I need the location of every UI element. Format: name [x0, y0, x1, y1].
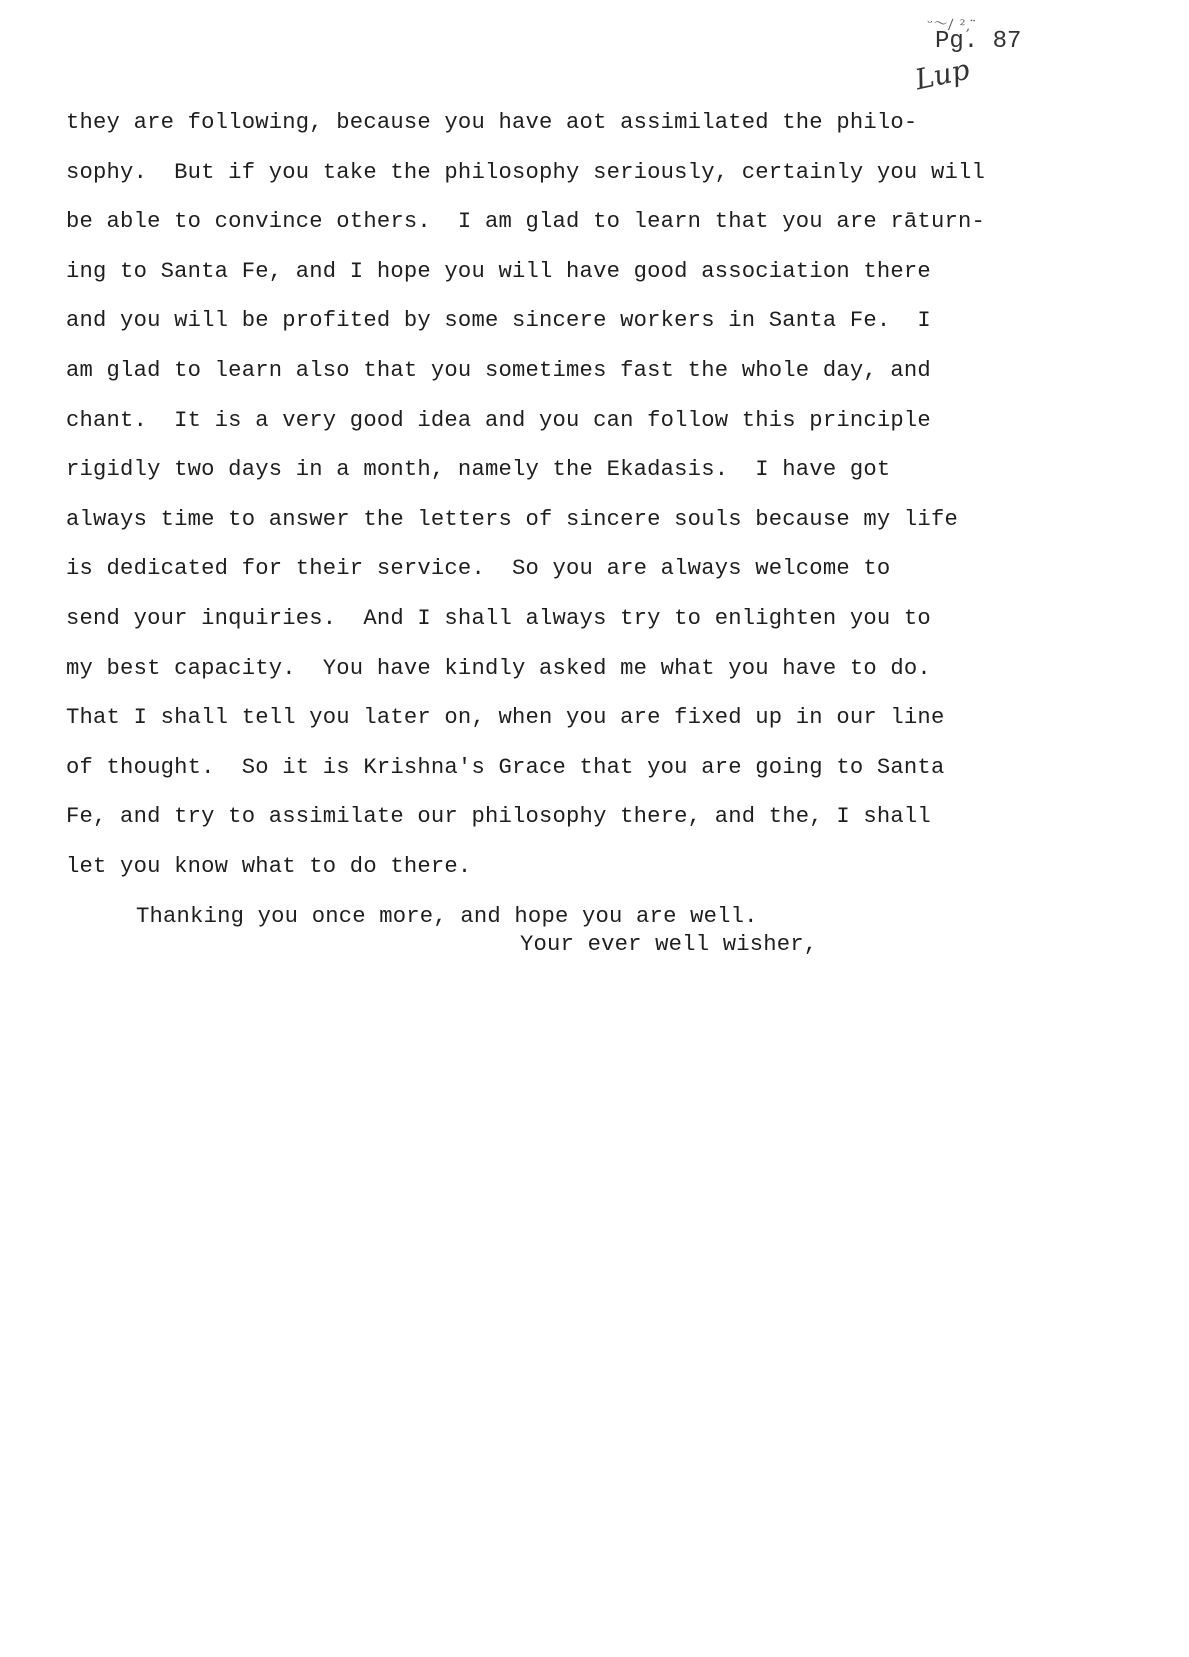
handwritten-initials: Lup [912, 52, 973, 97]
valediction: Your ever well wisher, [520, 932, 818, 957]
letter-line: That I shall tell you later on, when you are fixed up in our line [66, 705, 945, 731]
letter-line: let you know what to do there. [66, 853, 472, 879]
letter-line: of thought. So it is Krishna's Grace that you are going to Santa [66, 754, 945, 780]
letter-line: rigidly two days in a month, namely the Ekadasis. I have got [66, 457, 891, 483]
letter-line: chant. It is a very good idea and you can follow this principle [66, 407, 931, 433]
letter-line: Fe, and try to assimilate our philosophy there, and the, I shall [66, 804, 931, 830]
letter-line: be able to convince others. I am glad to learn that you are rāturn- [66, 209, 985, 235]
letter-line: am glad to learn also that you sometimes fast the whole day, and [66, 357, 931, 383]
letter-line: send your inquiries. And I shall always try to enlighten you to [66, 605, 931, 631]
letter-line: they are following, because you have aot assimilated the philo- [66, 110, 918, 135]
letter-body [66, 98, 1146, 941]
letter-line: ing to Santa Fe, and I hope you will have good association there [66, 258, 931, 284]
handwritten-annotation [912, 14, 1055, 104]
letter-line: is dedicated for their service. So you are always welcome to [66, 556, 891, 582]
letter-line: always time to answer the letters of sincere souls because my life [66, 506, 958, 532]
letter-line: my best capacity. You have kindly asked me what you have to do. [66, 655, 931, 681]
letter-line: sophy. But if you take the philosophy seriously, certainly you will [66, 159, 985, 185]
page-reference: Pg. 87 [935, 28, 1022, 55]
annotation-scribble: ᵕ〜/ ², ̈ [926, 15, 978, 35]
letter-line: and you will be profited by some sincere workers in Santa Fe. I [66, 308, 931, 334]
closing-paragraph: Thanking you once more, and hope you are well. [136, 903, 758, 929]
